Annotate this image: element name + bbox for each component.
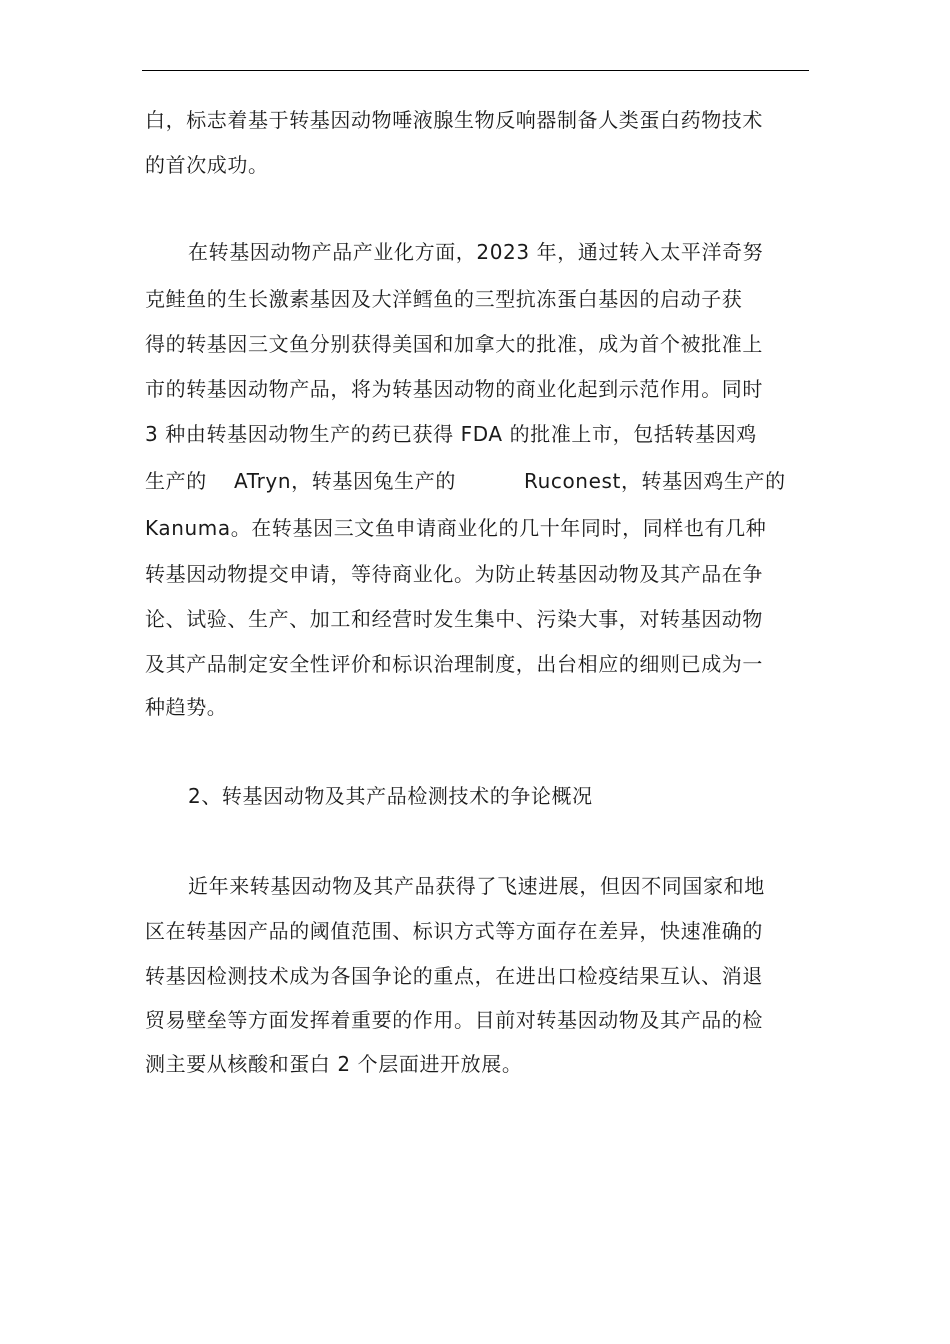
paragraph-line: 在转基因动物产品产业化方面，2023 年，通过转入太平洋奇努 [188, 240, 764, 264]
paragraph-line: 种趋势。 [145, 695, 228, 719]
text-segment: 生产的 [145, 469, 207, 493]
paragraph-line: 市的转基因动物产品，将为转基因动物的商业化起到示范作用。同时 [145, 377, 763, 401]
text-segment: Ruconest，转基因鸡生产的 [524, 469, 786, 493]
header-rule [142, 70, 809, 71]
paragraph-line: 贸易壁垒等方面发挥着重要的作用。目前对转基因动物及其产品的检 [145, 1008, 763, 1032]
paragraph-line: 区在转基因产品的阈值范围、标识方式等方面存在差异，快速准确的 [145, 919, 763, 943]
paragraph-line: 的首次成功。 [145, 153, 269, 177]
paragraph-line: 转基因检测技术成为各国争论的重点，在进出口检疫结果互认、消退 [145, 964, 763, 988]
paragraph-line: 3 种由转基因动物生产的药已获得 FDA 的批准上市，包括转基因鸡 [145, 422, 757, 446]
paragraph-line: 及其产品制定安全性评价和标识治理制度，出台相应的细则已成为一 [145, 652, 763, 676]
paragraph-line: 白，标志着基于转基因动物唾液腺生物反响器制备人类蛋白药物技术 [145, 108, 763, 132]
paragraph-line: 克鲑鱼的生长激素基因及大洋鳕鱼的三型抗冻蛋白基因的启动子获 [145, 287, 743, 311]
paragraph-line: Kanuma。在转基因三文鱼申请商业化的几十年同时，同样也有几种 [145, 516, 767, 540]
paragraph-line: 得的转基因三文鱼分别获得美国和加拿大的批准，成为首个被批准上 [145, 332, 763, 356]
text-segment: ATryn，转基因兔生产的 [234, 469, 456, 493]
paragraph-line: 论、试验、生产、加工和经营时发生集中、污染大事，对转基因动物 [145, 607, 763, 631]
paragraph-line-spaced [0, 467, 950, 495]
section-heading: 2、转基因动物及其产品检测技术的争论概况 [188, 784, 593, 808]
paragraph-line: 转基因动物提交申请，等待商业化。为防止转基因动物及其产品在争 [145, 562, 763, 586]
paragraph-line: 测主要从核酸和蛋白 2 个层面进开放展。 [145, 1052, 523, 1076]
paragraph-line: 近年来转基因动物及其产品获得了飞速进展，但因不同国家和地 [188, 874, 765, 898]
